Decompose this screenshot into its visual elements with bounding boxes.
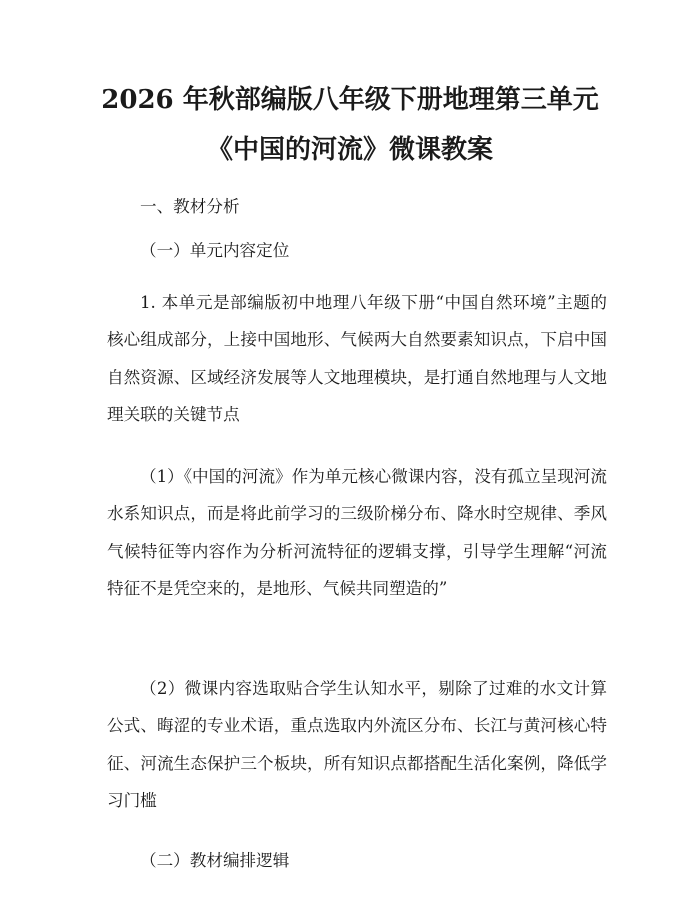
paragraph-river-logic: （1）《中国的河流》作为单元核心微课内容，没有孤立呈现河流水系知识点，而是将此前学习的三级阶梯分布、降水时空规律、季风气候特征等内容作为分析河流特征的逻辑支撑，引导学生理解“河流特征不是凭空来的，是地形、气候共同塑造的” (107, 467, 607, 598)
subsection-heading-arrangement-logic: （二）教材编排逻辑 (140, 851, 290, 870)
document-title-line-1: 2026 年秋部编版八年级下册地理第三单元 (101, 85, 599, 115)
section-heading-textbook-analysis: 一、教材分析 (140, 197, 240, 216)
paragraph-unit-overview: 1. 本单元是部编版初中地理八年级下册“中国自然环境”主题的核心组成部分，上接中国地形、气候两大自然要素知识点，下启中国自然资源、区域经济发展等人文地理模块，是打通自然地理与人文地理关联的关键节点 (107, 293, 607, 424)
subsection-heading-unit-positioning: （一）单元内容定位 (140, 241, 290, 260)
document-title-line-2: 《中国的河流》微课教案 (206, 135, 493, 165)
paragraph-content-selection: （2）微课内容选取贴合学生认知水平，剔除了过难的水文计算公式、晦涩的专业术语，重点选取内外流区分布、长江与黄河核心特征、河流生态保护三个板块，所有知识点都搭配生活化案例，降低学习门槛 (107, 679, 607, 810)
